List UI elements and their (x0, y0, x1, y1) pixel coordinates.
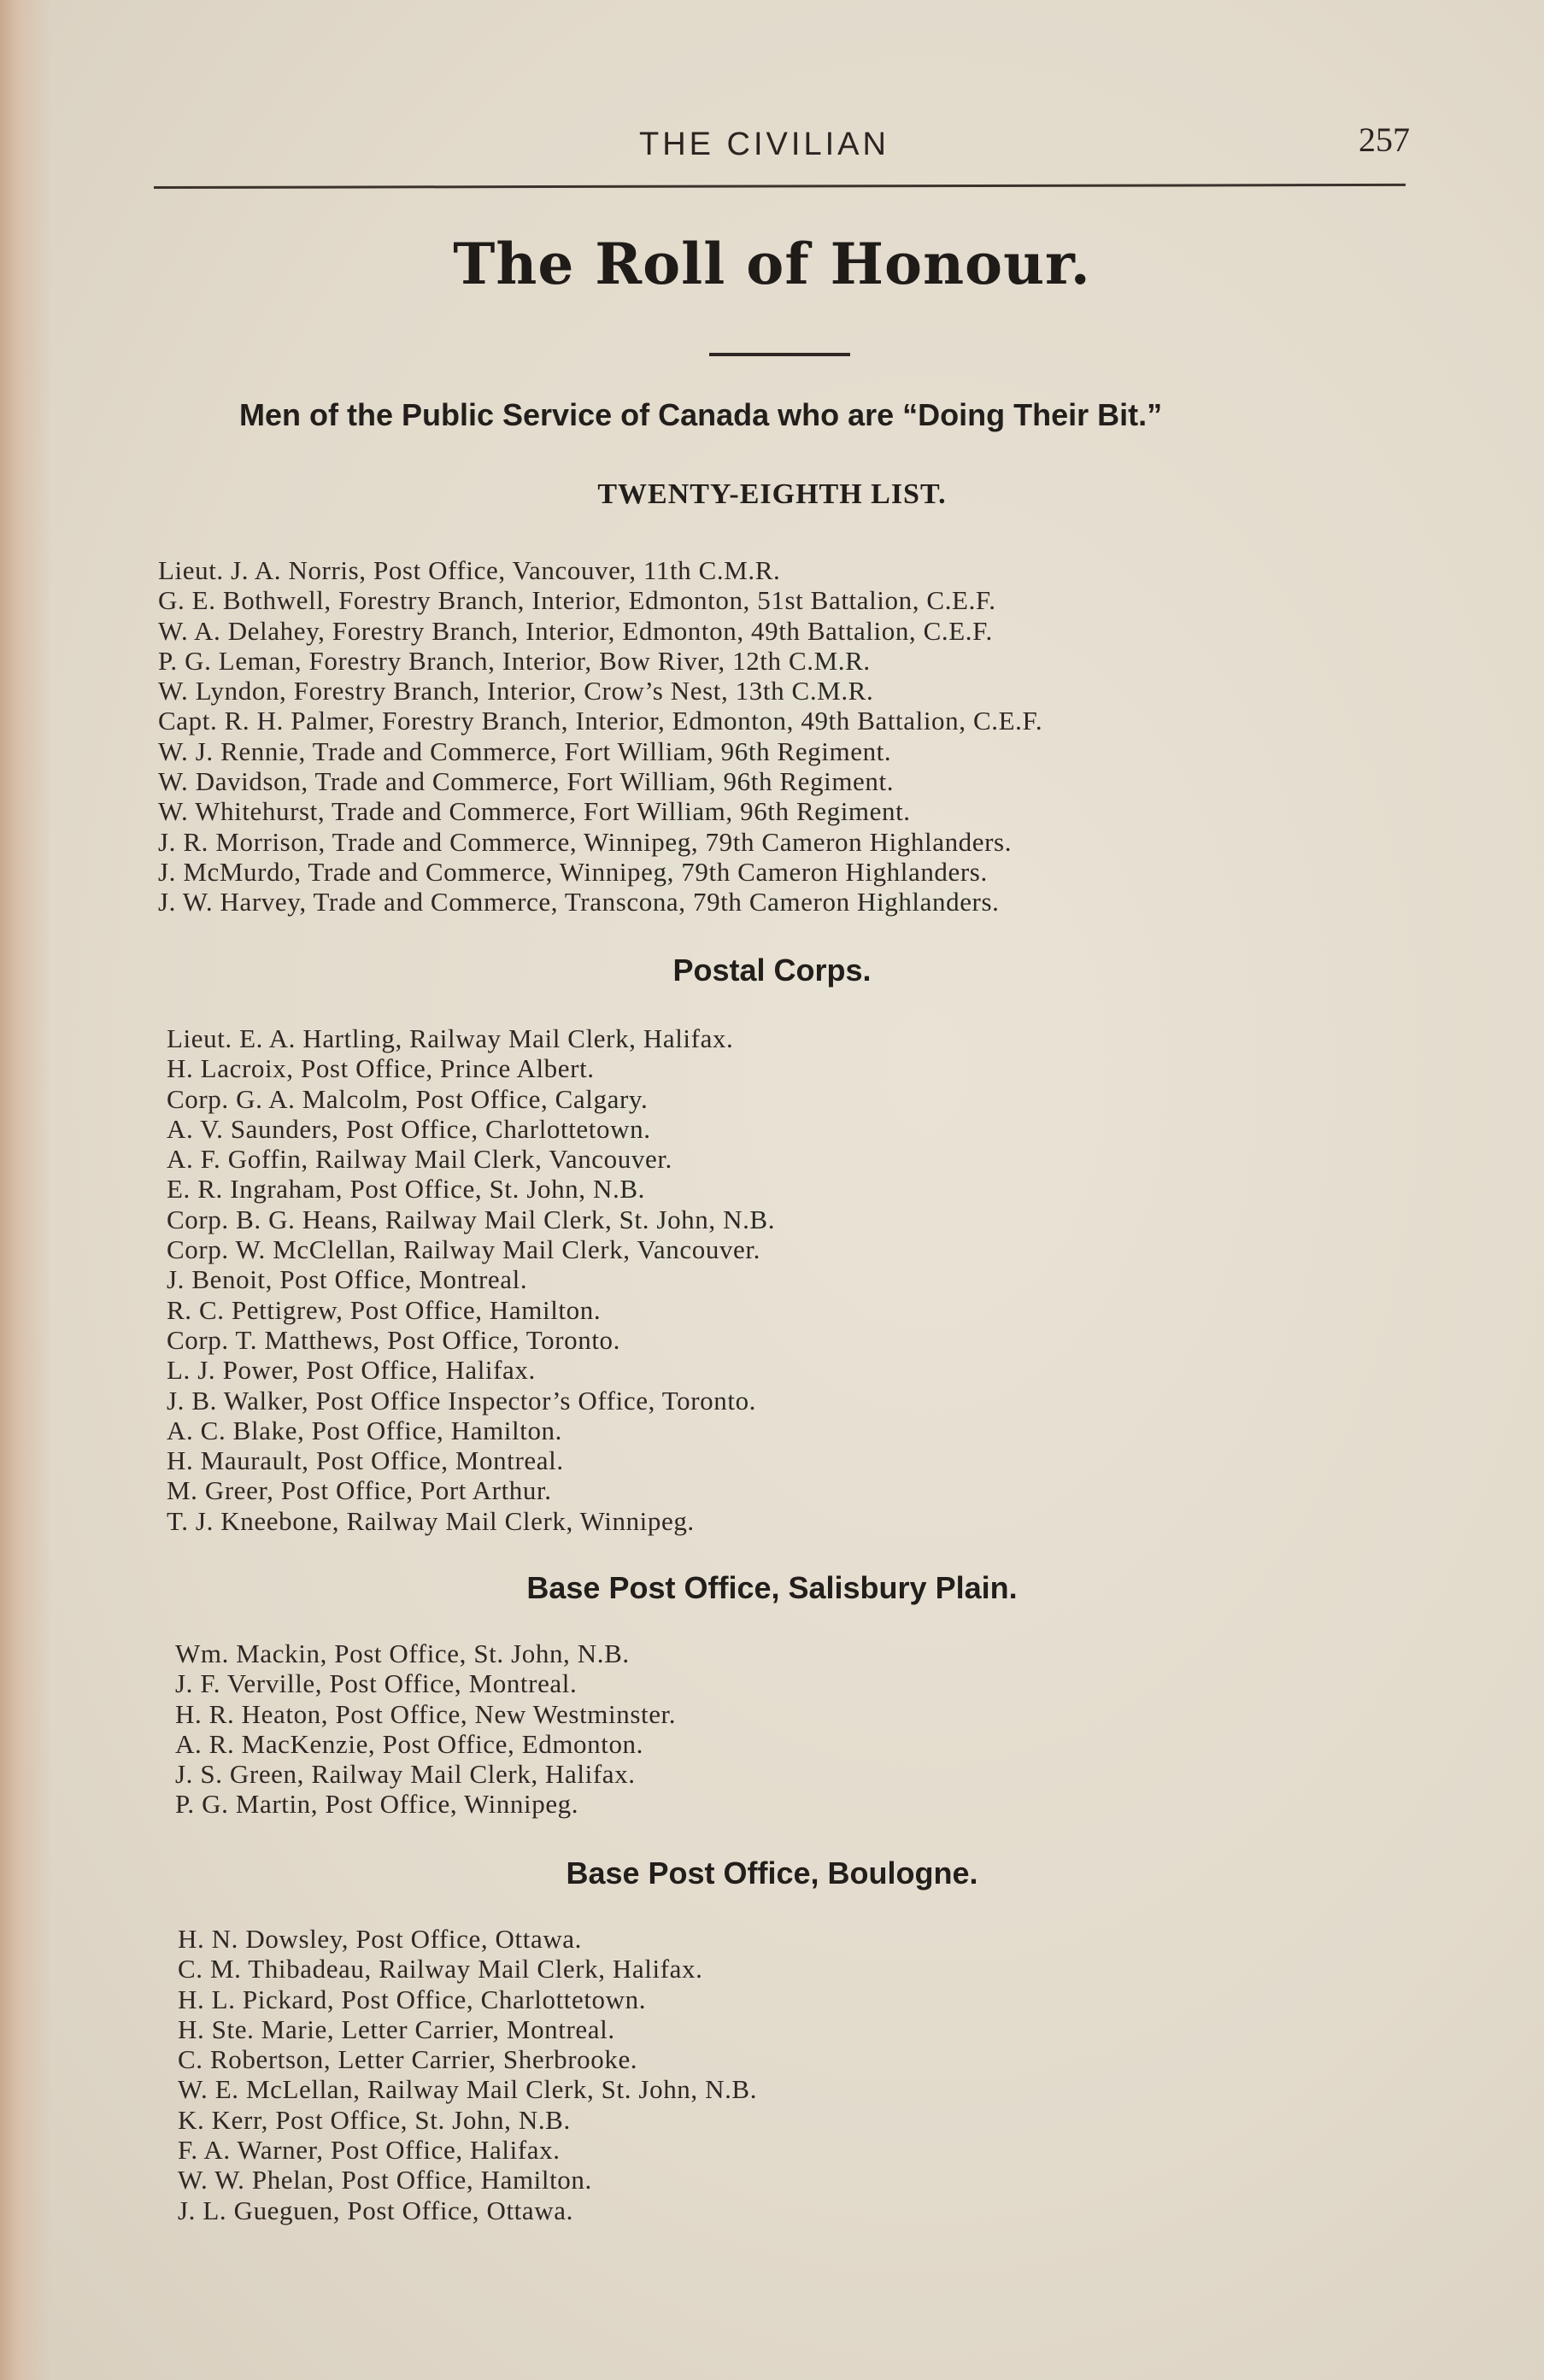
section-heading-boulogne: Base Post Office, Boulogne. (566, 1855, 978, 1891)
list-item: W. Davidson, Trade and Commerce, Fort William, 96th Regiment. (158, 766, 895, 797)
entry-list-postal-corps (167, 1023, 775, 1536)
section-heading-postal-corps: Postal Corps. (672, 953, 872, 988)
list-item: L. J. Power, Post Office, Halifax. (167, 1355, 536, 1386)
entry-list-boulogne (178, 1924, 757, 2225)
section-heading-salisbury-plain: Base Post Office, Salisbury Plain. (526, 1570, 1018, 1605)
list-item: J. R. Morrison, Trade and Commerce, Winnipeg, 79th Cameron Highlanders. (158, 826, 1013, 857)
list-item: Lieut. J. A. Norris, Post Office, Vancouver, 11th C.M.R. (158, 555, 781, 585)
list-item: P. G. Leman, Forestry Branch, Interior, Bow River, 12th C.M.R. (158, 645, 871, 676)
list-item: M. Greer, Post Office, Port Arthur. (167, 1475, 552, 1506)
list-item: R. C. Pettigrew, Post Office, Hamilton. (167, 1294, 602, 1325)
list-item: W. W. Phelan, Post Office, Hamilton. (178, 2165, 592, 2195)
list-item: C. M. Thibadeau, Railway Mail Clerk, Halifax. (178, 1954, 703, 1984)
list-item: H. Ste. Marie, Letter Carrier, Montreal. (178, 2014, 615, 2044)
list-item: Lieut. E. A. Hartling, Railway Mail Clerk, Halifax. (167, 1023, 734, 1053)
page-gutter-shadow (0, 0, 51, 2380)
entry-list-main (158, 555, 1042, 917)
list-item: P. G. Martin, Post Office, Winnipeg. (175, 1789, 579, 1820)
list-item: W. E. McLellan, Railway Mail Clerk, St. John, N.B. (178, 2074, 758, 2105)
list-item: J. Benoit, Post Office, Montreal. (167, 1264, 528, 1295)
running-header (154, 120, 1410, 171)
entry-list-salisbury-plain (175, 1638, 676, 1820)
list-item: K. Kerr, Post Office, St. John, N.B. (178, 2104, 571, 2135)
list-heading: TWENTY-EIGHTH LIST. (597, 478, 947, 510)
list-item: A. V. Saunders, Post Office, Charlottetown. (167, 1113, 651, 1144)
list-item: A. R. MacKenzie, Post Office, Edmonton. (175, 1728, 644, 1759)
list-item: A. F. Goffin, Railway Mail Clerk, Vancouver. (167, 1144, 672, 1175)
header-rule (154, 184, 1406, 189)
list-item: J. F. Verville, Post Office, Montreal. (175, 1668, 578, 1699)
list-item: H. L. Pickard, Post Office, Charlottetown. (178, 1984, 647, 2014)
list-item: F. A. Warner, Post Office, Halifax. (178, 2135, 561, 2166)
list-item: J. W. Harvey, Trade and Commerce, Transcona, 79th Cameron Highlanders. (158, 887, 1000, 917)
list-item: W. A. Delahey, Forestry Branch, Interior, Edmonton, 49th Battalion, C.E.F. (158, 615, 993, 646)
list-item: E. R. Ingraham, Post Office, St. John, N.B. (167, 1174, 645, 1205)
list-item: T. J. Kneebone, Railway Mail Clerk, Winnipeg. (167, 1505, 695, 1536)
list-item: Wm. Mackin, Post Office, St. John, N.B. (175, 1638, 630, 1668)
list-item: Corp. G. A. Malcolm, Post Office, Calgary. (167, 1083, 649, 1114)
list-item: H. N. Dowsley, Post Office, Ottawa. (178, 1924, 583, 1954)
list-item: H. Lacroix, Post Office, Prince Albert. (167, 1053, 595, 1084)
list-item: J. B. Walker, Post Office Inspector’s Office, Toronto. (167, 1385, 757, 1416)
list-item: J. L. Gueguen, Post Office, Ottawa. (178, 2195, 573, 2225)
list-item: G. E. Bothwell, Forestry Branch, Interior, Edmonton, 51st Battalion, C.E.F. (158, 585, 996, 616)
list-item: W. Whitehurst, Trade and Commerce, Fort William, 96th Regiment. (158, 796, 911, 827)
page-number: 257 (1359, 120, 1410, 159)
list-item: Capt. R. H. Palmer, Forestry Branch, Interior, Edmonton, 49th Battalion, C.E.F. (158, 706, 1043, 736)
list-item: H. Maurault, Post Office, Montreal. (167, 1445, 564, 1476)
subtitle: Men of the Public Service of Canada who are “Doing Their Bit.” (239, 397, 1163, 432)
page-title: The Roll of Honour. (453, 231, 1091, 297)
list-item: H. R. Heaton, Post Office, New Westminster. (175, 1698, 677, 1729)
list-item: J. McMurdo, Trade and Commerce, Winnipeg, 79th Cameron Highlanders. (158, 856, 988, 887)
list-item: Corp. W. McClellan, Railway Mail Clerk, Vancouver. (167, 1234, 760, 1265)
list-item: W. Lyndon, Forestry Branch, Interior, Crow’s Nest, 13th C.M.R. (158, 676, 874, 706)
list-item: Corp. T. Matthews, Post Office, Toronto. (167, 1324, 621, 1355)
list-item: C. Robertson, Letter Carrier, Sherbrooke. (178, 2044, 638, 2075)
running-title: THE CIVILIAN (639, 126, 889, 162)
list-item: Corp. B. G. Heans, Railway Mail Clerk, St. John, N.B. (167, 1204, 776, 1234)
title-rule (709, 353, 850, 356)
list-item: J. S. Green, Railway Mail Clerk, Halifax. (175, 1759, 636, 1790)
list-item: A. C. Blake, Post Office, Hamilton. (167, 1415, 562, 1445)
list-item: W. J. Rennie, Trade and Commerce, Fort William, 96th Regiment. (158, 736, 892, 766)
